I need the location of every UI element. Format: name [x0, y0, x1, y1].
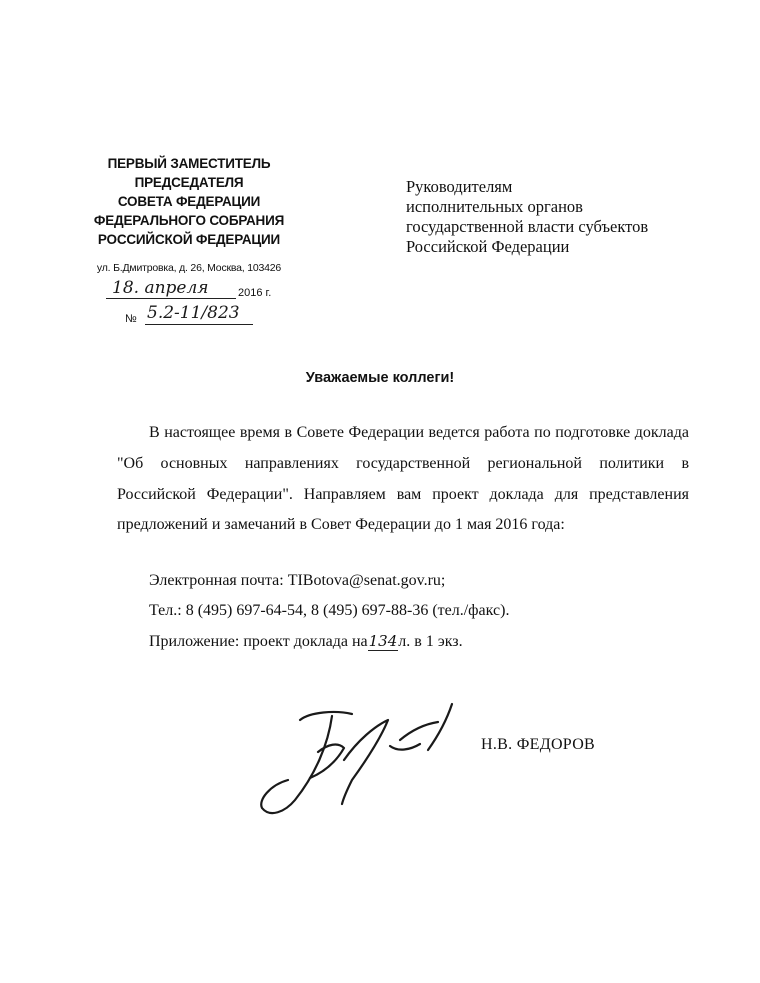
sender-title-line: ПЕРВЫЙ ЗАМЕСТИТЕЛЬ [107, 156, 271, 171]
signature [240, 700, 470, 830]
sender-title-line: СОВЕТА ФЕДЕРАЦИИ [117, 194, 261, 209]
attachment-prefix: Приложение: проект доклада на [149, 633, 368, 650]
number-sign: № [125, 313, 137, 325]
phone-line: Тел.: 8 (495) 697-64-54, 8 (495) 697-88-36 (тел./факс). [149, 602, 510, 619]
attachment-pages: 134 [368, 632, 398, 650]
email-line: Электронная почта: TIBotova@senat.gov.ru; [149, 572, 446, 589]
attachment-line [149, 632, 463, 651]
sender-block [70, 154, 308, 278]
sender-title-line: ФЕДЕРАЛЬНОГО СОБРАНИЯ [93, 213, 285, 228]
sender-title-line: РОССИЙСКОЙ ФЕДЕРАЦИИ [97, 232, 281, 247]
date-underline [106, 298, 236, 299]
recipient-line: государственной власти субъектов [406, 217, 649, 236]
recipient-line: Российской Федерации [406, 237, 570, 256]
body-paragraph: В настоящее время в Совете Федерации ведется работа по подготовке доклада "Об основных направлениях государственной региональной политики в Российской Федерации". Направляем вам проект доклада для представления предложений и замечаний в Совет Федерации до 1 мая 2016 года: [117, 424, 689, 534]
sender-address: ул. Б.Дмитровка, д. 26, Москва, 103426 [96, 262, 282, 274]
registration-date [100, 280, 310, 302]
signer-name: Н.В. ФЕДОРОВ [481, 736, 596, 753]
sender-title-line: ПРЕДСЕДАТЕЛЯ [134, 175, 244, 190]
handwritten-date: 18. апреля [112, 278, 209, 298]
registration-number [125, 304, 275, 328]
attachment-suffix: л. в 1 экз. [398, 633, 463, 650]
recipient-line: исполнительных органов [406, 197, 583, 216]
number-underline [145, 324, 253, 325]
handwritten-number: 5.2-11/823 [147, 303, 240, 323]
greeting: Уважаемые коллеги! [305, 370, 455, 386]
date-year: 2016 г. [238, 287, 272, 299]
recipient-line: Руководителям [406, 177, 513, 196]
recipient-block [406, 177, 706, 257]
